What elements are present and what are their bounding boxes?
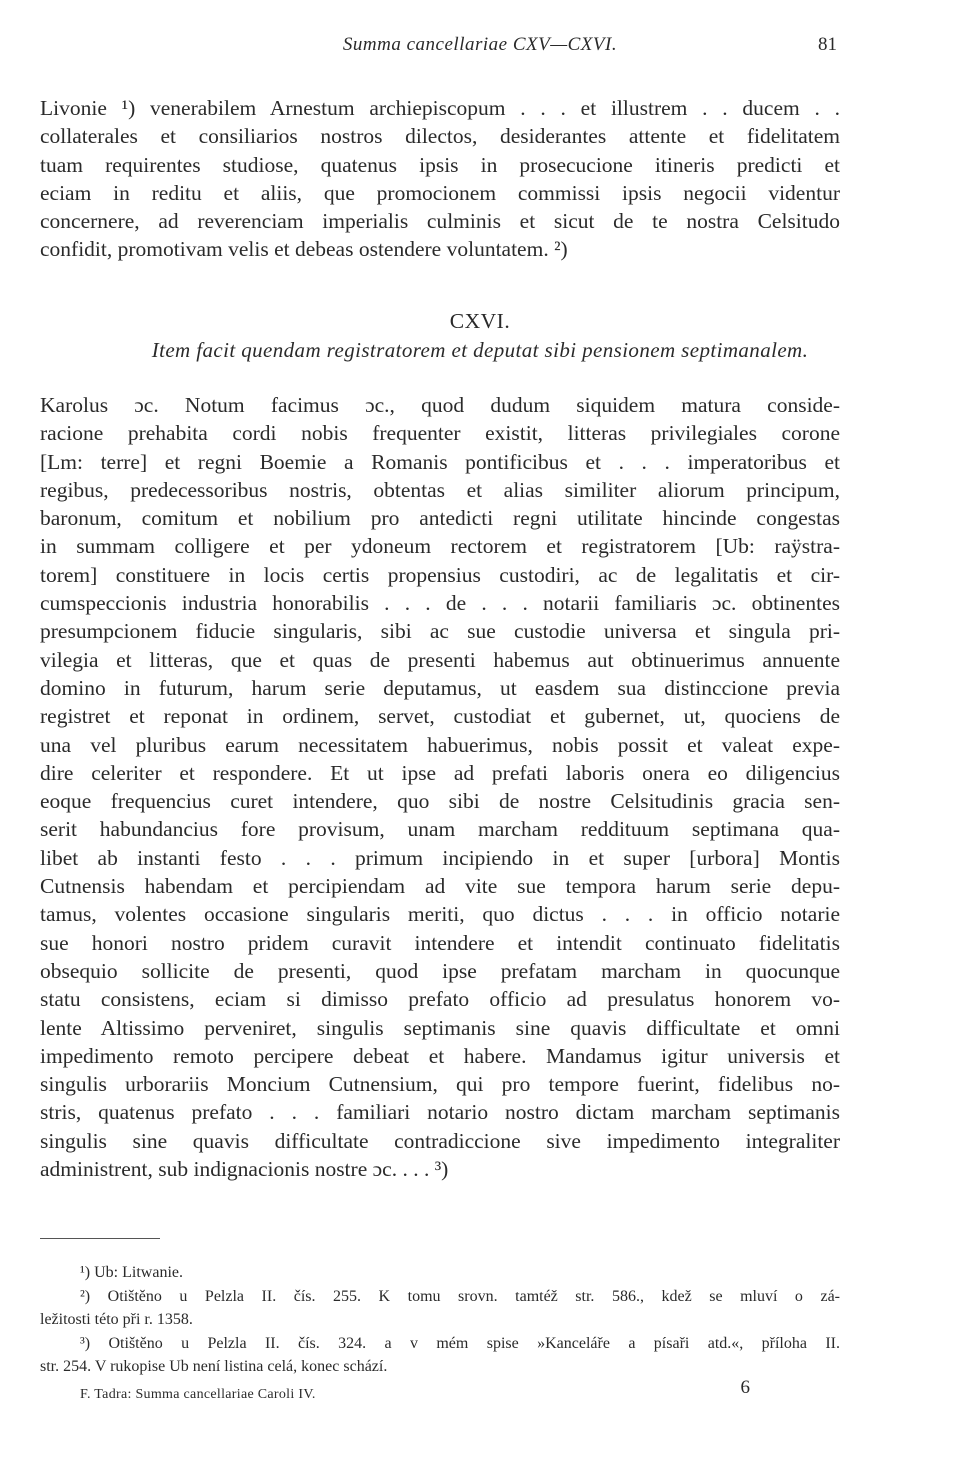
text-line: sue honori nostro pridem curavit intendere et intendit continuato fidelitatis [40,930,840,955]
text-line: eciam in reditu et aliis, que promocionem commissi ipsis negocii videntur [40,180,840,205]
text-line: administrent, sub indignacionis nostre ɔc. . . . ³) [40,1157,449,1182]
signature-line: F. Tadra: Summa cancellariae Caroli IV. [80,1387,316,1402]
footnote-3: ³) Otištěno u Pelzla II. čís. 324. a v mém spise »Kanceláře a písaři atd.«, příloha II. [80,1334,840,1352]
text-line: tuam requirentes studiose, quatenus ipsis in prosecucione itineris predicti et [40,152,840,177]
text-line: confidit, promotivam velis et debeas ostendere voluntatem. ²) [40,237,568,262]
footnotes [40,1261,840,1379]
footnote-3-continued: str. 254. V rukopise Ub není listina celá, konec schází. [40,1358,388,1375]
text-line: vilegia et litteras, que et quas de presenti habemus aut obtinuerimus annuente [40,647,840,672]
text-line: presumpcionem fiducie singularis, sibi ac sue custodie universa et singula pri- [40,619,840,644]
text-line: Livonie ¹) venerabilem Arnestum archiepiscopum . . . et illustrem . . ducem . . [40,96,840,120]
text-line: Cutnensis habendam et percipiendam ad vite sue tempora harum serie depu- [40,874,840,899]
text-line: regibus, predecessoribus nostris, obtentas et alias similiter aliorum principum, [40,477,840,502]
paragraph-cxvi [40,391,840,1183]
text-line: statu consistens, eciam si dimisso prefato officio ad presulatus honorem vo- [40,987,840,1012]
text-line: singulis urborariis Moncium Cutnensium, qui pro tempore fuerint, fidelibus no- [40,1072,840,1097]
text-line: dire celeriter et respondere. Et ut ipse ad prefati laboris onera eo diligencius [40,760,840,785]
footnote-1: ¹) Ub: Litwanie. [80,1264,183,1281]
text-line: lente Altissimo perveniret, singulis septimanis sine quavis difficultate et omni [40,1015,840,1040]
text-line: [Lm: terre] et regni Boemie a Romanis pontificibus et . . . imperatoribus et [40,449,840,474]
text-line: registret et reponat in ordinem, servet, custodiat et gubernet, ut, quociens de [40,704,840,729]
text-line: domino in futurum, harum serie deputamus, ut easdem sua distinccione previa [40,675,840,700]
text-line: eoque frequencius curet intendere, quo sibi de nostre Celsitudinis gracia sen- [40,789,840,814]
text-line: in summam colligere et per ydoneum rectorem et registratorem [Ub: raÿstra- [40,534,840,559]
page-number: 81 [818,34,837,55]
text-line: stris, quatenus prefato . . . familiari notario nostro dictam marcham septimanis [40,1100,840,1125]
text-line: singulis sine quavis difficultate contradiccione sive impedimento integraliter [40,1128,840,1153]
running-header [0,34,960,64]
footnote-separator [40,1238,160,1239]
text-line: concernere, ad reverenciam imperialis culminis et sicut de te nostra Celsitudo [40,209,840,234]
text-line: obsequio sollicite de presenti, quod ipse prefatam marcham in quocunque [40,958,840,983]
text-line: tamus, volentes occasione singularis meriti, quo dictus . . . in officio notarie [40,902,840,927]
running-title: Summa cancellariae CXV—CXVI. [342,34,618,55]
section-subtitle: Item facit quendam registratorem et deputat sibi pensionem septimanalem. [151,338,809,362]
text-line: impedimento remoto percipere debeat et habere. Mandamus igitur universis et [40,1043,840,1068]
text-line: racione prehabita cordi nobis frequenter existit, litteras privilegiales corone [40,421,840,446]
section-number: CXVI. [449,309,511,333]
text-line: torem] constituere in locis certis propensius custodiri, ac de legalitatis et cir- [40,562,840,587]
footnote-2-continued: ležitosti této při r. 1358. [40,1311,193,1328]
text-line: cumspeccionis industria honorabilis . . . de . . . notarii familiaris ɔc. obtinentes [40,591,840,616]
text-line: baronum, comitum et nobilium pro antedicti regni utilitate hincinde congestas [40,506,840,531]
text-line: una vel pluribus earum necessitatem habuerimus, nobis possit et valeat expe- [40,732,840,757]
sheet-number: 6 [740,1377,750,1398]
footnote-2: ²) Otištěno u Pelzla II. čís. 255. K tomu srovn. tamtéž str. 586., kdež se mluví o zá- [80,1287,840,1305]
text-line: Karolus ɔc. Notum facimus ɔc., quod dudum siquidem matura conside- [40,393,840,417]
text-line: collaterales et consiliarios nostros dilectos, desiderantes attente et fidelitatem [40,124,840,149]
paragraph-cxv-end [40,94,840,264]
text-line: libet ab instanti festo . . . primum incipiendo in et super [urbora] Montis [40,845,840,870]
text-line: serit habundancius fore provisum, unam marcham reddituum septimana qua- [40,817,840,842]
